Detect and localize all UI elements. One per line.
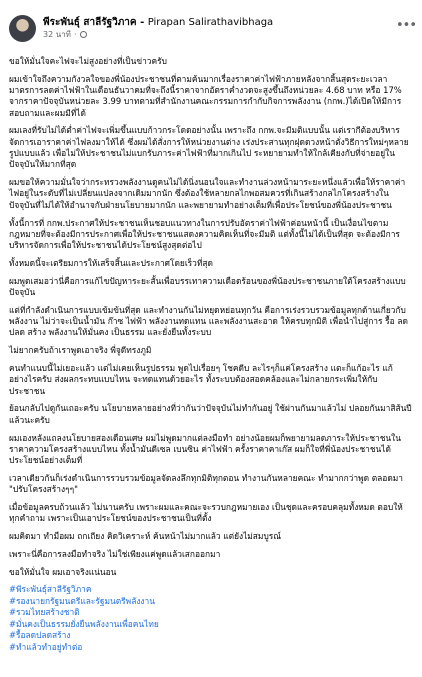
post-paragraph: ย้อนกลับไปดูกันเถอะครับ นโยบายหลายอย่างที่ว่ากันว่าปัจจุบันไม่ทำกันอยู่ ใช้ผ่านกันมาแล้วไม่ ปลอยกันมาสิส้นปีแล้วนะครับ (9, 403, 412, 425)
post-time[interactable]: 32 นาที (43, 30, 71, 39)
hashtag-link[interactable]: #พีระพันธุ์สาลีรัฐวิภาค (9, 584, 92, 595)
post-paragraph: ขอให้มั่นใจคะไฟจะไม่สูงอย่างที่เป็นข่าวครับ (9, 56, 167, 66)
post-paragraph: ขอให้มั่นใจ ผมเอาจริงแน่นอน (9, 566, 117, 577)
post-paragraph: ผมเข้าใจถึงความกังวลใจของพี่น้องประชาชนที่ตามค้นมากเรื่องราคาค่าไฟฟ้าภายหลังจากสิ้นสุดระยะเวลามาตรการลดค่าไฟฟ้าในเดือนธันวาคมที่จะถึงนี้ราคาจากอัตราค่ำงวดจะสูงขึ้นถึงหน่วยละ 4.68 บาท หรือ 17% จากราคาปัจจุบันหน่วยละ 3.99 บาทตามที่สำนักงานคณะกรรมการกำกับกิจการพลังงาน (กกพ.)ได้เปิดให้มีการสอบถามและผมมีที่ได้ (9, 73, 405, 118)
hashtag-link[interactable]: #มั่นคงเป็นธรรมยั่งยืนพลังงานเพื่อคนไทย (9, 618, 159, 629)
more-options-icon[interactable]: ••• (396, 18, 417, 33)
post-paragraph: เพราะนี่คือการลงมือทำจริง ไม่ใช่เพียงแค่พูดแล้วเสกออกมา (9, 548, 221, 559)
post-paragraph: เมื่อข้อมูลครบถ้วนแล้ว ไม่นานครับ เพราะผมและคณะจะรวบกฎหมายเอง เป็นชุดและครอบคลุมทั้งหมด ตอบให้ทุกคำถาม เพราะเป็นเอาประโยชน์ของประชาชนเป็นที่ตั้ง (9, 502, 403, 524)
author-avatar[interactable] (9, 15, 36, 42)
hashtag-link[interactable]: #รื้อลดปลดสร้าง (9, 630, 71, 641)
post-paragraph: ผมพูดเสมอว่านี่คือการแก้ไขปัญหาระยะสั้นเพื่อบรรเทาความเดือดร้อนของพี่น้องประชาชนภายใต้โครงสร้างแบบปัจจุบัน (9, 275, 406, 298)
author-name-english[interactable]: Pirapan Salirathavibhaga (147, 17, 274, 28)
author-block (43, 16, 396, 40)
post-header (0, 0, 422, 50)
author-name-separator: - (136, 17, 148, 28)
hashtag-link[interactable]: #ทำแล้วทำอยู่ทำต่อ (9, 641, 83, 652)
author-name-thai[interactable]: พีระพันธุ์ สาลีรัฐวิภาค (43, 17, 137, 28)
post-paragraph: ผมเองหลังแถลงนโยบายสองเดือนเศษ ผมไม่พูดมากแต่ลงมือทำ อย่างน้อยผมก็พยายามลดภาระให้ประชาชนในราคาความโครงสร้างแบบไหน ทั้งน้ำมันดีเซล เบนซิน ค่าไฟฟ้า ครั้งราคาคาเก๊ส ผมก็ใจที่พี่น้องประชาชนได้ประโยชน์อย่างเต็มที่ (9, 432, 401, 466)
hashtag-list (9, 584, 413, 653)
hashtag-link[interactable]: #รวมไทยสร้างชาติ (9, 607, 80, 618)
post-paragraph: ไม่ยากครับถ้าเราพูดเอาจริง พี่จูดีทรงภูมิ (9, 345, 152, 356)
post-meta (43, 29, 396, 40)
globe-icon[interactable] (80, 31, 87, 38)
post-paragraph: คนทำแนบนี้ไม่เยอะแล้ว แต่ไม่เคยเห็นรูปธรรม พูดไปเรื่อยๆ โชคดีบ ละไรๆก็แค่โครงสร้าง แตะก็แก้อะไร แก้อย่างไรครับ ส่งผลกระทบแบบไหน จะทดแทนด้วยอะไร ทั้งระบบต้องสอดคล้องและไม่กลายกระเพิ่มให้กับประชาชน (9, 363, 393, 396)
post-paragraph: ทั้งนี้การที่ กกพ.ประกาศให้ประชาชนเห็นชอบแนวทางในการปรับอัตราค่าไฟฟ้าค่อนหน้านี้ เป็นเงื่อนไขตามกฎหมายที่จะต้องมีการประกาศเพื่อให้ประชาชนแสดงความคิดเห็นที่จะมีมติ แต่ทั้งนี้ไม่ได้เป็นที่สุด จะต้องมีการบริหารจัดการเพื่อให้ประชาชนได้ประโยชน์สูงสุดต่อไป (9, 217, 400, 251)
author-name[interactable] (43, 16, 396, 29)
post-paragraph: ทั้งหมดนี้จะเตรียมการให้เสร็จสิ้นและประกาศโดยเร็วที่สุด (9, 257, 213, 268)
meta-separator: · (73, 30, 77, 39)
post-paragraph: เวลาเดียวกันก็เร่งดำเนินการรวบรวมข้อมูลจัดลงลึกทุกมิติทุกตอน ทำงานกันหลายคณะ ทำมากกว่าพูด ตลอดมา "ปรับโครงสร้างๆๆ" (9, 472, 406, 495)
post-paragraph: ผมคิดมา ทำมือผม ถกเถียง คิดวิเคราะห์ ค้นหน้าไม่มากแล้ว แต่ยังไม่สมบูรณ์ (9, 531, 282, 542)
post-paragraph: แต่ที่กำลังดำเนินการแบบเข้มข้นที่สุด และทำงานกันไม่หยุดหย่อนทุกวัน คือการเร่งรวบรวมข้อมูลทุกด้านเกี่ยวกับพลังงาน ไม่ว่าจะเป็นน้ำมัน ก๊าซ ไฟฟ้า พลังงานทดแทน และพลังงานสะอาด ให้ครบทุกมิติ เพื่อนำไปสู่การ รื้อ ลด ปลด สร้าง พลังงานให้มั่นคง เป็นธรรม และยั่งยืนทั้งระบบ (9, 304, 411, 338)
post-body (0, 50, 422, 653)
post-paragraph: ผมเลงที่รับไม่ได้ต่ำค่าไฟจะเพิ่มขึ้นแบบก้าวกระโดดอย่างนั้น เพราะถึง กกพ.จะมีมติแบบนั้น แต่เรากีต้องบริหารจัดการเอาราคาค่าไฟลงมาให้ได้ ซึ่งผมได้สั่งการให้หน่วยงานต่าง เร่งประสานทุกฝุดดวงหน้าตั่งวิธีการใหม่ๆหลายรูปแบบแล้ว เพื่อไม่ให้ประชาชนไม่แบกรับภาระค่าไฟฟ้าที่มากเกินไป ระหยายามทำให้ใกล้เคียงกับที่จ่ายอยู่ในปัจจุบันให้มากที่สุด (9, 125, 409, 170)
hashtag-link[interactable]: #รองนายกรัฐมนตรีและรัฐมนตรีพลังงาน (9, 595, 155, 606)
post-paragraph: ผมขอให้ความมั่นใจว่ากระทรวงพลังงานดูคนไม่ได้นิ่งนอนใจและทำงานล่วงหน้ามาระยะหนึ่งแล้วเพื่อให้ราคาค่าไฟอยู่ในระดับที่ไม่เปลี่ยนแปลงจากเดิมมากนัก ซึ่งต้องใช้หลายกลไกพอสมควรที่เกินสร้างกลไกโครงสร้างในปัจจุบันที่ไม่ได้ให้อำนาจกับฝ่ายนโยบายมากนัก และพยายามทำอย่างเต็มที่เพื่อประโยชน์ของพี่น้องประชาชน (9, 177, 406, 210)
